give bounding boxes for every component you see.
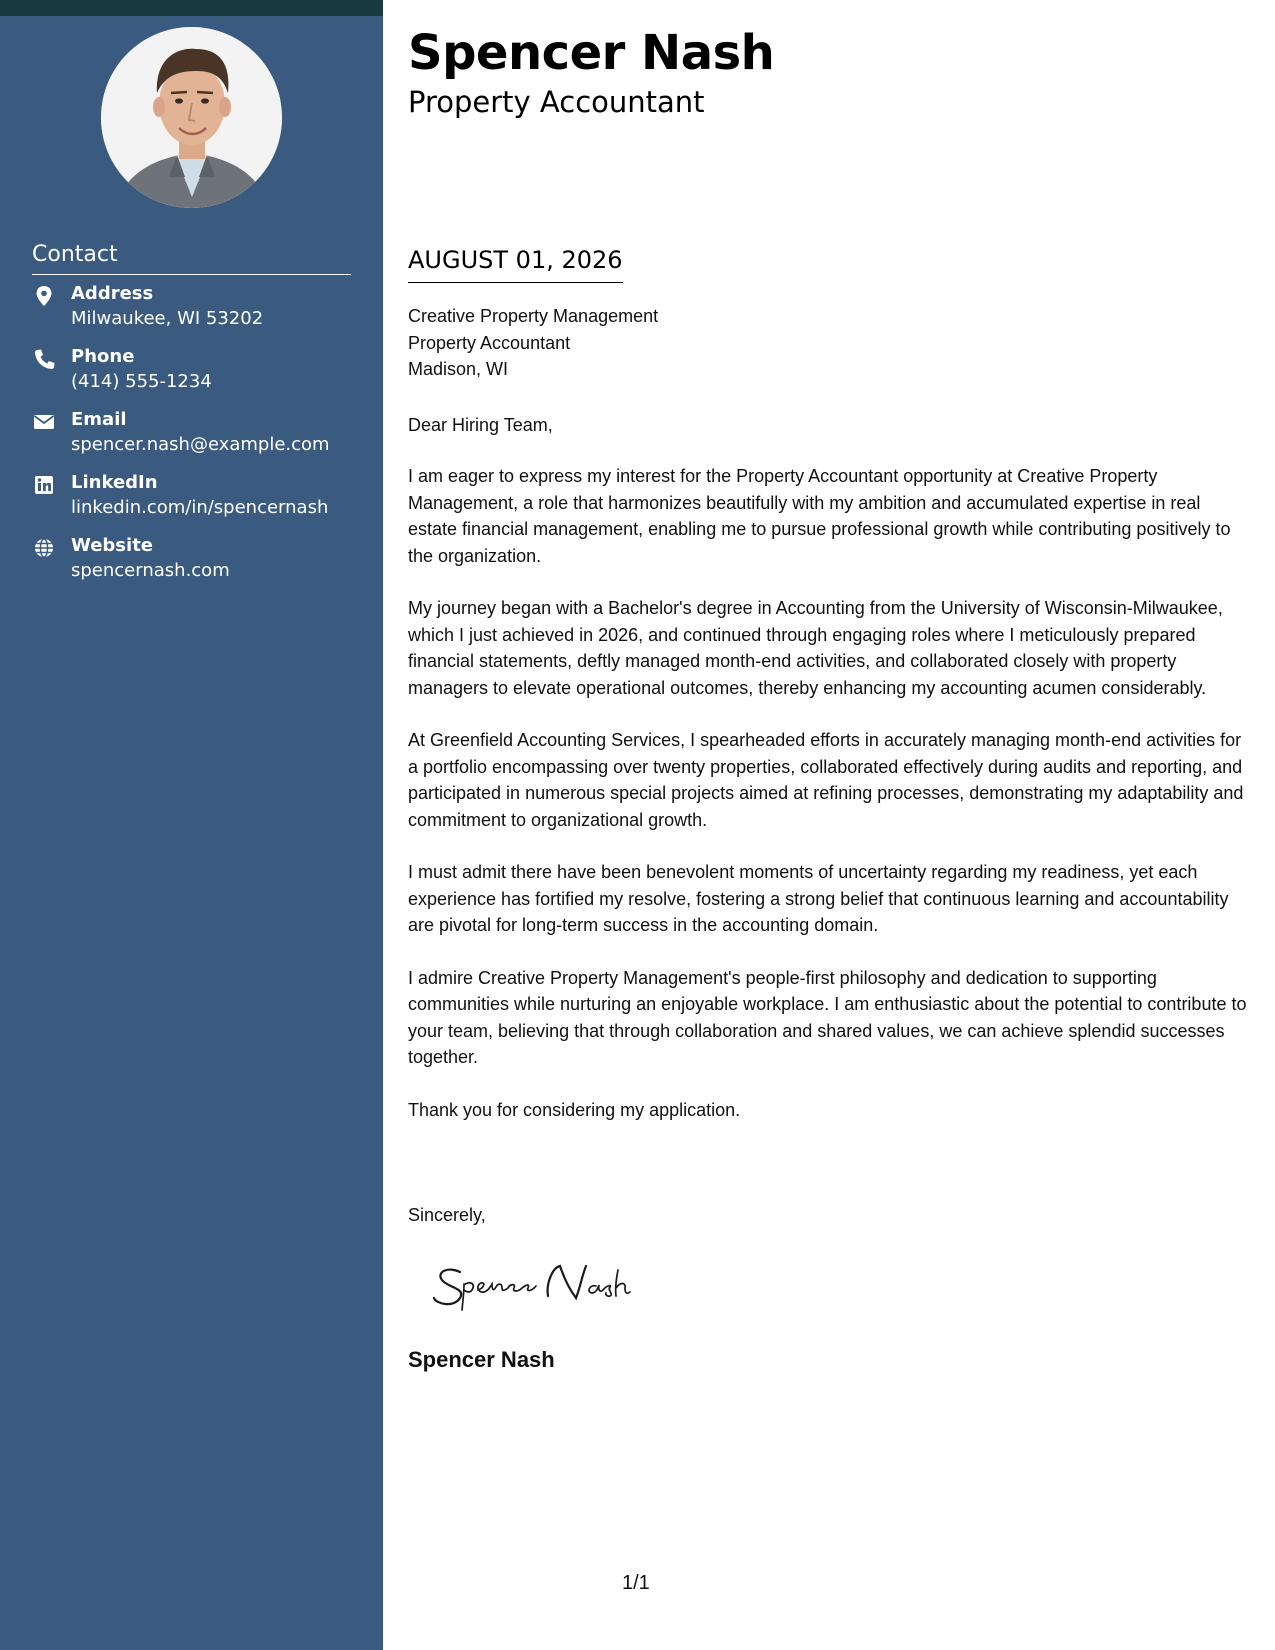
page-number: 1/1 <box>622 1572 650 1594</box>
phone-icon <box>32 348 58 370</box>
body-paragraph-3: At Greenfield Accounting Services, I spearheaded efforts in accurately managing month-end activities for a portfolio encompassing over twenty properties, collaborated effectively during audits and reporting, and participated in numerous special projects aimed at refining processes, demonstrating my adaptability and commitment to organizational growth. <box>408 730 1244 830</box>
recipient-position: Property Accountant <box>408 332 571 353</box>
body-paragraph-5: I admire Creative Property Management's people-first philosophy and dedication to supporting communities while nurturing an enjoyable workplace. I am enthusiastic about the potential to contribute to your team, believing that through collaboration and shared values, we can achieve splendid successes together. <box>408 967 1247 1067</box>
sidebar-top-bar <box>0 0 383 16</box>
contact-email-label: Email <box>71 409 127 430</box>
contact-website-label: Website <box>71 535 154 556</box>
profile-photo-illustration <box>101 27 282 208</box>
contact-website-value: spencernash.com <box>71 560 230 581</box>
linkedin-icon <box>32 474 58 496</box>
recipient-company: Creative Property Management <box>408 306 659 326</box>
contact-address-value: Milwaukee, WI 53202 <box>71 308 264 329</box>
profile-photo <box>101 27 282 208</box>
body-paragraph-4: I must admit there have been benevolent moments of uncertainty regarding my readiness, yet each experience has fortified my resolve, fostering a strong belief that continuous learning and accountability are pivotal for long-term success in the accounting domain. <box>408 862 1229 935</box>
contact-phone-value: (414) 555-1234 <box>71 371 212 392</box>
job-title: Property Accountant <box>408 85 705 119</box>
contact-phone-label: Phone <box>71 346 135 367</box>
envelope-icon <box>32 411 58 433</box>
map-pin-icon <box>32 285 58 307</box>
globe-icon <box>32 537 58 559</box>
body-paragraph-1: I am eager to express my interest for the Property Accountant opportunity at Creative Property Management, a role that harmonizes beautifully with my ambition and accumulated expertise in real estate financial management, enabling me to pursue professional growth while contributing positively to the organization. <box>408 466 1231 566</box>
closing: Sincerely, <box>408 1205 486 1225</box>
body-paragraph-6: Thank you for considering my application. <box>408 1099 741 1120</box>
body-paragraph-2: My journey began with a Bachelor's degree in Accounting from the University of Wisconsin-Milwaukee, which I just achieved in 2026, and continued through engaging roles where I meticulously prepared financial statements, deftly managed month-end activities, and collaborated closely with property managers to elevate operational outcomes, thereby enhancing my accounting acumen considerably. <box>408 598 1223 698</box>
contact-linkedin-value: linkedin.com/in/spencernash <box>71 497 329 518</box>
handwritten-signature <box>430 1258 650 1314</box>
recipient-block <box>408 303 658 383</box>
contact-address-label: Address <box>71 283 154 304</box>
recipient-location: Madison, WI <box>408 359 509 379</box>
contact-heading: Contact <box>32 240 351 275</box>
signed-name: Spencer Nash <box>408 1347 555 1372</box>
salutation: Dear Hiring Team, <box>408 415 553 435</box>
contact-email-value: spencer.nash@example.com <box>71 434 330 455</box>
contact-linkedin-label: LinkedIn <box>71 472 158 493</box>
applicant-name: Spencer Nash <box>408 25 775 81</box>
letter-body <box>408 463 1253 1149</box>
letter-date: AUGUST 01, 2026 <box>408 244 623 283</box>
